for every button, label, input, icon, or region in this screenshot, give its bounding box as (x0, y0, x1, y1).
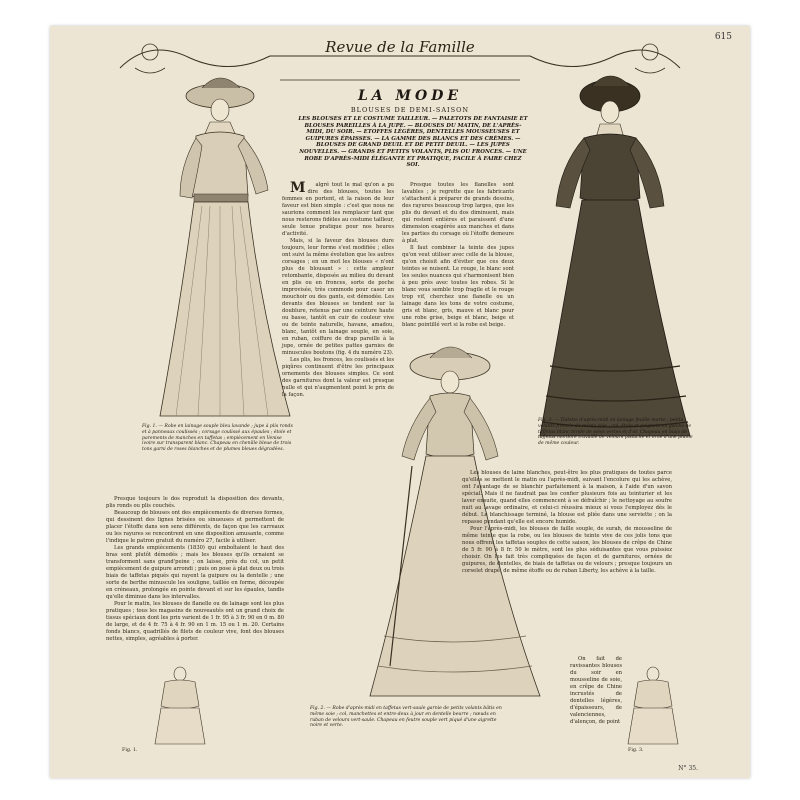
article-column-5 (570, 656, 622, 726)
figure-3-caption: Fig. 3. — Toilette d'après-midi en lainage feuille morte ; petits volants froncés de même soie ; col, étole et poignets en galons de taffetas blanc brodé de soies vertes et d'or. Chapeau en biais de taffetas mordoré travaillé de velours pistache et orné d'une plume de même couleur. (538, 418, 693, 447)
article-subtitle: BLOUSES DE DEMI-SAISON (350, 106, 470, 114)
article-paragraph: Presque toutes les flanelles sont lavables ; je regrette que les fabricants s'attachent à préparer de grands dessins, des rayures beaucoup trop larges, que les plis du devant et du dos diminuent, mais qui restent entières et paraissent d'une dimension exagérée aux manches et dans les parties du corsage où l'étoffe demeure à plat. (402, 182, 514, 244)
figure-1-caption: Fig. 1. — Robe en lainage souple bleu lavande ; jupe à plis ronds et à panneaux coulissés ; corsage coulissé aux épaules ; étole et parements de manches en taffetas ; empiècement en Venise ivoire sur transparent blanc. Chapeau en chenille bleue de trois tons garni de roses blanches et de plumes bleues dégradées. (142, 424, 293, 453)
article-column-2 (402, 182, 514, 329)
article-paragraph: Les plis, les fronces, les coulissés et les piqûres continuent d'être les principaux ornements des blouses simples. Ce sont des garnitures dont la valeur est presque nulle et qui n'augmentent point le prix de la façon. (282, 357, 394, 398)
figure-2-caption: Fig. 2. — Robe d'après-midi en taffetas vert-saule garnie de petits volants bâtis en même soie ; col, manchettes et entre-deux à jour en dentelle beurre ; nœuds en ruban de velours vert-saule. Chapeau en feutre souple vert piqué d'une aigrette noire et verte. (310, 706, 502, 729)
fashion-figure-1 (140, 66, 300, 426)
issue-number: N° 35. (678, 765, 698, 772)
pattern-sketch-3 (618, 666, 688, 746)
pattern-sketch-1-label: Fig. 1. (122, 748, 138, 753)
article-paragraph: On fait de ravissantes blouses du soir en mousseline de soie, en crêpe de Chine incrustés de dentelles légères, d'épaisseurs, de valenciennes, d'alençon, de point (570, 656, 622, 725)
article-paragraph: algré tout le mal qu'on a pu dire des blouses, toutes les femmes en portent, et la raison de leur faveur est bien simple : c'est que nous ne saurions comment les remplacer tant que nous resterons fidèles au costume tailleur, seule tenue pratique pour nos heures d'activité. (282, 182, 394, 237)
article-paragraph: Beaucoup de blouses ont des empiècements de diverses formes, qui dessinent des lignes brisées ou sinueuses et permettent de placer l'étoffe dans son sens différents, de façon que les carreaux ou les rayures se rencontrent en une disposition amusante, comme l'indique le patron gratuit du numéro 27, facile à utiliser. (106, 510, 284, 544)
article-paragraph: Les grands empiècements (1830) qui emboîtaient le haut des bras sont plutôt démodés ; mais les blouses qu'ils ornaient se transforment sans grand'peine ; on laisse, près du col, un petit empiècement de guipure arrondi ; puis on pose à plat deux ou trois biais de taffetas piqués qui rayent la guipure ou la dentelle ; une sorte de berthe minuscule les souligne, taillée en forme, découpée en créneaux, prolongée en pointe devant et sur les épaules, tandis qu'elle diminue dans les intervalles. (106, 545, 284, 600)
article-paragraph: Pour le matin, les blouses de flanelle ou de lainage sont les plus pratiques ; tous les magasins de nouveautés ont un grand choix de tissus spéciaux dont les prix varient de 1 fr. 95 à 3 fr. 90 en 0 m. 80 de large, et de 4 fr. 75 à 4 fr. 90 en 1 m. 15 ou 1 m. 20. Certains fonds blancs, quadrillés de filets de couleur vive, font des blouses nettes, simples, agréables à porter. (106, 601, 284, 642)
article-column-3 (106, 496, 284, 643)
article-paragraph: Mais, si la faveur des blouses dure toujours, leur forme s'est modifiée ; elles ont suivi la même évolution que les autres corsages ; en un mot les blouses « n'ont plus de blousant » : cette ampleur retombante, disposée au milieu du devant en plis ou en fronces, sorte de poche improvisée, très commode pour caser un mouchoir ou des gants, est démodée. Les devants des blouses se tendent sur la doublure, retenus par une ceinture haute ou basse, tantôt en cuir de couleur vive ou de teinte naturelle, havane, amadou, blanc, tantôt en lainage souple, en soie, en ruban, coiffure de drap pareille à la jupe, ornée de petites pattes garnies de minuscules boutons (fig. 4 du numéro 23). (282, 238, 394, 356)
magazine-page (50, 26, 750, 778)
drop-cap: M (290, 180, 306, 196)
article-paragraph: Il faut combiner la teinte des jupes qu'on veut utiliser avec celle de la blouse, qu'on choisit afin d'éviter que ces deux teintes se nuisent. Le rouge, le blanc sont les seules nuances qui s'harmonisent bien à peu près avec toutes les robes. Si le blanc vous semble trop fragile et le rouge trop vif, cherchez une flanelle ou un lainage dans les tons de votre costume, gris et blanc, gris, mauve et blanc pour une robe grise, beige et blanc, beige et blanc pointillé vert si la robe est beige. (402, 245, 514, 328)
article-summary: LES BLOUSES ET LE COSTUME TAILLEUR. — PALETOTS DE FANTAISIE ET BLOUSES PAREILLES À LA JUPE. — BLOUSES DU MATIN, DE L'APRÈS-MIDI, DU SOIR. — ETOFFES LÉGÈRES, DENTELLES MOUSSEUSES ET GUIPURES ÉPAISSES. — LA GAMME DES BLANCS ET DES CRÈMES. — BLOUSES DE GRAND DEUIL ET DE PETIT DEUIL. — LES JUPES NOUVELLES. — GRANDS ET PETITS VOLANTS, PLIS OU FRONCES. — UNE ROBE D'APRÈS-MIDI ÉLÉGANTE ET PRATIQUE, FACILE À FAIRE CHEZ SOI. (298, 116, 528, 169)
magazine-title: Revue de la Famille (325, 38, 475, 56)
page-number: 615 (714, 32, 732, 42)
article-column-1 (282, 182, 394, 399)
article-title: LA MODE (357, 88, 463, 104)
article-column-4 (462, 470, 672, 575)
article-paragraph: Presque toujours le dos reproduit la disposition des devants, plis ronds ou plis couchés. (106, 496, 284, 509)
pattern-sketch-1 (145, 666, 215, 746)
article-paragraph: Pour l'après-midi, les blouses de faille souple, de surah, de mousseline de même teinte que la robe, ou les blouses de teinte vive de ces jolis tons que nous offrent les taffetas souples de cette saison, les blouses de crêpe de Chine de 5 fr. 90 à 8 fr. 50 le mètre, sont les plus séduisantes que vous puissiez choisir. On les fait très compliquées de façon et de garnitures, ornées de guipures, de dentelles, de biais de taffetas ou de velours ; presque toujours un corselet drapé, de même étoffe ou de ruban Liberty, les achève à la taille. (462, 526, 672, 574)
article-paragraph: Les blouses de laine blanches, peut-être les plus pratiques de toutes parce qu'elles se mettent le matin ou l'après-midi, suivant l'encolure qui les achève, ont l'avantage de se blanchir parfaitement à la maison, à l'aide d'un savon spécial. Mais il ne faudrait pas les confier plusieurs fois au teinturier et les laver ensuite, quand elles commencent à se défraîchir ; le nettoyage au soufre nuit au lavage ordinaire, et celui-ci réussira mieux si vous l'employez dès le début. Le blanchissage terminé, la blouse est pliée dans une serviette ; on la repasse pendant qu'elle est encore humide. (462, 470, 672, 525)
pattern-sketch-3-label: Fig. 3. (628, 748, 644, 753)
